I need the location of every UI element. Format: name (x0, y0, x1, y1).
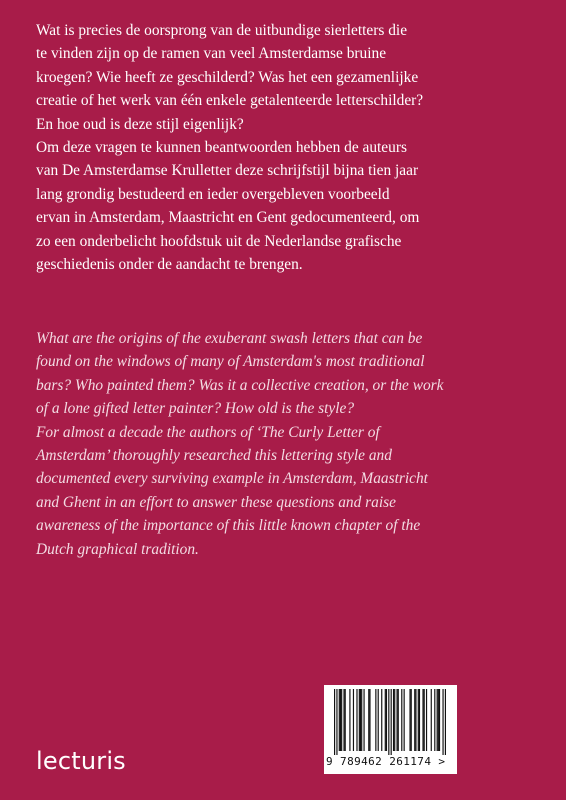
text-line: Amsterdam’ thoroughly researched this lettering style and (36, 447, 392, 465)
barcode-bar (409, 689, 410, 751)
barcode-bar (415, 689, 416, 751)
text-line: Dutch graphical tradition. (36, 540, 199, 558)
text-line: creatie of het werk van één enkele getalenteerde letterschilder? (36, 92, 424, 110)
barcode-bar (411, 689, 412, 751)
barcode-bar (434, 689, 435, 751)
barcode-bar (381, 689, 382, 751)
barcode-bar (419, 689, 420, 751)
barcode-bar (418, 689, 419, 751)
text-line: of a lone gifted letter painter? How old is the style? (36, 400, 355, 418)
text-line: awareness of the importance of this little known chapter of the (36, 517, 421, 535)
barcode-bar (431, 689, 432, 751)
barcode-bar (401, 689, 402, 751)
barcode-bar (404, 689, 405, 751)
barcode-bar (438, 689, 439, 751)
barcode-bar (359, 689, 360, 751)
barcode-bar (340, 689, 341, 751)
barcode-bar (375, 689, 376, 751)
barcode-bar (437, 689, 438, 751)
barcode-bar (439, 689, 440, 751)
text-line: geschiedenis onder de aandacht te brengen. (36, 256, 303, 274)
barcode-bar (393, 689, 394, 751)
barcode-bar (341, 689, 342, 751)
publisher-logo: lecturis (36, 747, 126, 775)
dutch-blurb (36, 19, 536, 276)
english-blurb (36, 327, 536, 561)
text-line: What are the origins of the exuberant swash letters that can be (36, 330, 423, 347)
barcode-bar (369, 689, 370, 751)
barcode-bar (345, 689, 346, 751)
english-paragraph-1 (36, 327, 536, 421)
text-line: Om deze vragen te kunnen beantwoorden hebben de auteurs (36, 139, 407, 157)
barcode-bar (386, 689, 387, 751)
barcode-bar (445, 689, 446, 755)
barcode-bar (424, 689, 425, 751)
text-line: lang grondig bestudeerd en ieder overgebleven voorbeeld (36, 185, 390, 203)
barcode-bar (349, 689, 350, 751)
isbn-barcode (324, 685, 457, 774)
barcode-bar (385, 689, 386, 751)
text-line: found on the windows of many of Amsterdam's most traditional (36, 353, 425, 371)
text-line: ervan in Amsterdam, Maastricht en Gent gedocumenteerd, om (36, 209, 420, 227)
text-line: For almost a decade the authors of ‘The Curly Letter of (36, 423, 380, 441)
barcode-bar (391, 689, 392, 755)
barcode-bar (339, 689, 340, 751)
barcode-bar (356, 689, 357, 751)
barcode-bar (360, 689, 361, 751)
text-line: Wat is precies de oorsprong van de uitbundige sierletters die (36, 22, 408, 39)
barcode-bar (353, 689, 354, 751)
barcode-bar (394, 689, 395, 751)
text-line: bars? Who painted them? Was it a collective creation, or the work (36, 376, 444, 394)
text-line: documented every surviving example in Amsterdam, Maastricht (36, 470, 428, 488)
barcode-digits: 9 789462 261174 > (326, 755, 446, 768)
barcode-bar (398, 689, 399, 751)
barcode-bar (343, 689, 344, 751)
text-line: te vinden zijn op de ramen van veel Amsterdamse bruine (36, 45, 387, 63)
barcode-bar (426, 689, 427, 751)
barcode-bar (388, 689, 389, 755)
text-line: zo een onderbelicht hoofdstuk uit de Nederlandse grafische (36, 232, 402, 250)
barcode-bar (368, 689, 369, 751)
barcode-bar (336, 689, 337, 755)
text-line: En hoe oud is deze stijl eigenlijk? (36, 115, 244, 133)
barcode-bar (378, 689, 379, 751)
dutch-paragraph-1 (36, 19, 536, 136)
text-line: and Ghent in an effort to answer these questions and raise (36, 493, 396, 511)
barcode-bar (361, 689, 362, 751)
barcode-bar (334, 689, 335, 755)
dutch-paragraph-2 (36, 136, 536, 276)
barcode-bar (442, 689, 443, 755)
text-line: van De Amsterdamse Krulletter deze schrijfstijl bijna tien jaar (36, 162, 419, 180)
barcode-bar (414, 689, 415, 751)
barcode-bar (422, 689, 423, 751)
english-paragraph-2 (36, 421, 536, 561)
barcode-bar (396, 689, 397, 751)
text-line: kroegen? Wie heeft ze geschilderd? Was het een gezamenlijke (36, 68, 419, 86)
barcode-bars (334, 689, 446, 755)
barcode-bar (363, 689, 364, 751)
